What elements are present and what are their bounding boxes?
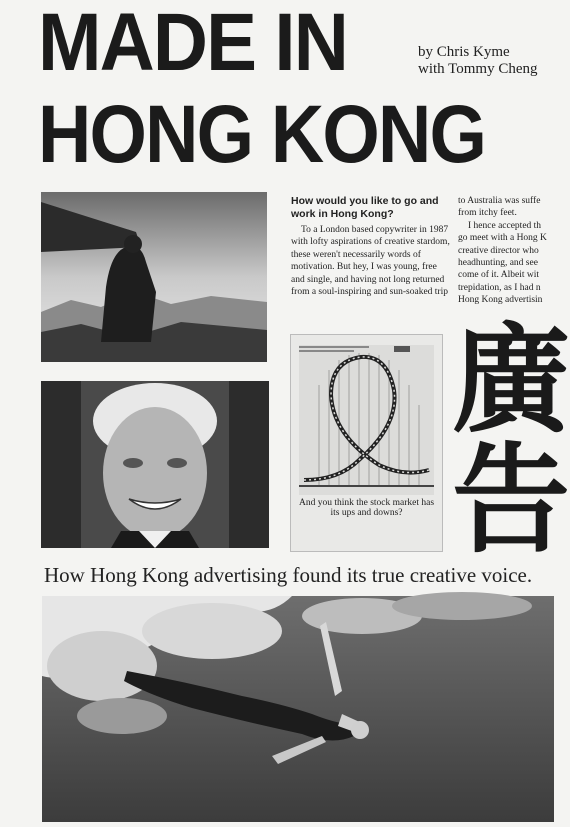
skydiver-image bbox=[42, 596, 554, 822]
column2-line: trepidation, as I had n bbox=[458, 282, 541, 293]
hilltop-figure-image bbox=[41, 192, 267, 362]
skydiver-photo bbox=[42, 596, 554, 822]
column2-line: from itchy feet. bbox=[458, 208, 517, 219]
article-paragraph: To a London based copywriter in 1987 with lofty aspirations of creative stardom, these weren't necessarily words of motivation. But hey, I was young, free and single, and having not long returned from a soul-inspiring and sun-soaked trip bbox=[291, 225, 450, 298]
rollercoaster-ad bbox=[290, 334, 443, 552]
column2-line: headhunting, and see bbox=[458, 258, 538, 269]
headline-line-1: MADE IN bbox=[38, 0, 347, 88]
ad-fine-print-decoration bbox=[299, 345, 410, 353]
rollercoaster-image bbox=[299, 345, 434, 495]
byline bbox=[418, 44, 538, 78]
tagline: How Hong Kong advertising found its true creative voice. bbox=[44, 563, 533, 587]
byline-coauthor: with Tommy Cheng bbox=[418, 61, 538, 77]
column2-line: Hong Kong advertisin bbox=[458, 295, 543, 306]
column2-line: to Australia was suffe bbox=[458, 196, 541, 206]
column2-line: creative director who bbox=[458, 245, 539, 256]
ad-caption: And you think the stock market has its ups and downs? bbox=[298, 498, 435, 518]
tv-photo-hilltop-figure bbox=[41, 192, 267, 362]
article-column-1 bbox=[291, 195, 451, 298]
byline-author: by Chris Kyme bbox=[418, 44, 510, 60]
column2-line: go meet with a Hong K bbox=[458, 233, 547, 244]
chinese-characters bbox=[452, 310, 570, 569]
headline-line-2: HONG KONG bbox=[38, 89, 486, 180]
article-column-2 bbox=[458, 195, 558, 307]
chinese-char-2: 告 bbox=[452, 430, 570, 569]
tv-photo-smiling-man bbox=[41, 381, 269, 548]
column2-line: I hence accepted th bbox=[468, 220, 542, 231]
chinese-char-1: 廣 bbox=[452, 310, 570, 449]
smiling-man-image bbox=[41, 381, 269, 548]
article-lead-question: How would you like to go and work in Hong Kong? bbox=[291, 195, 439, 220]
column2-line: come of it. Albeit wit bbox=[458, 270, 540, 281]
